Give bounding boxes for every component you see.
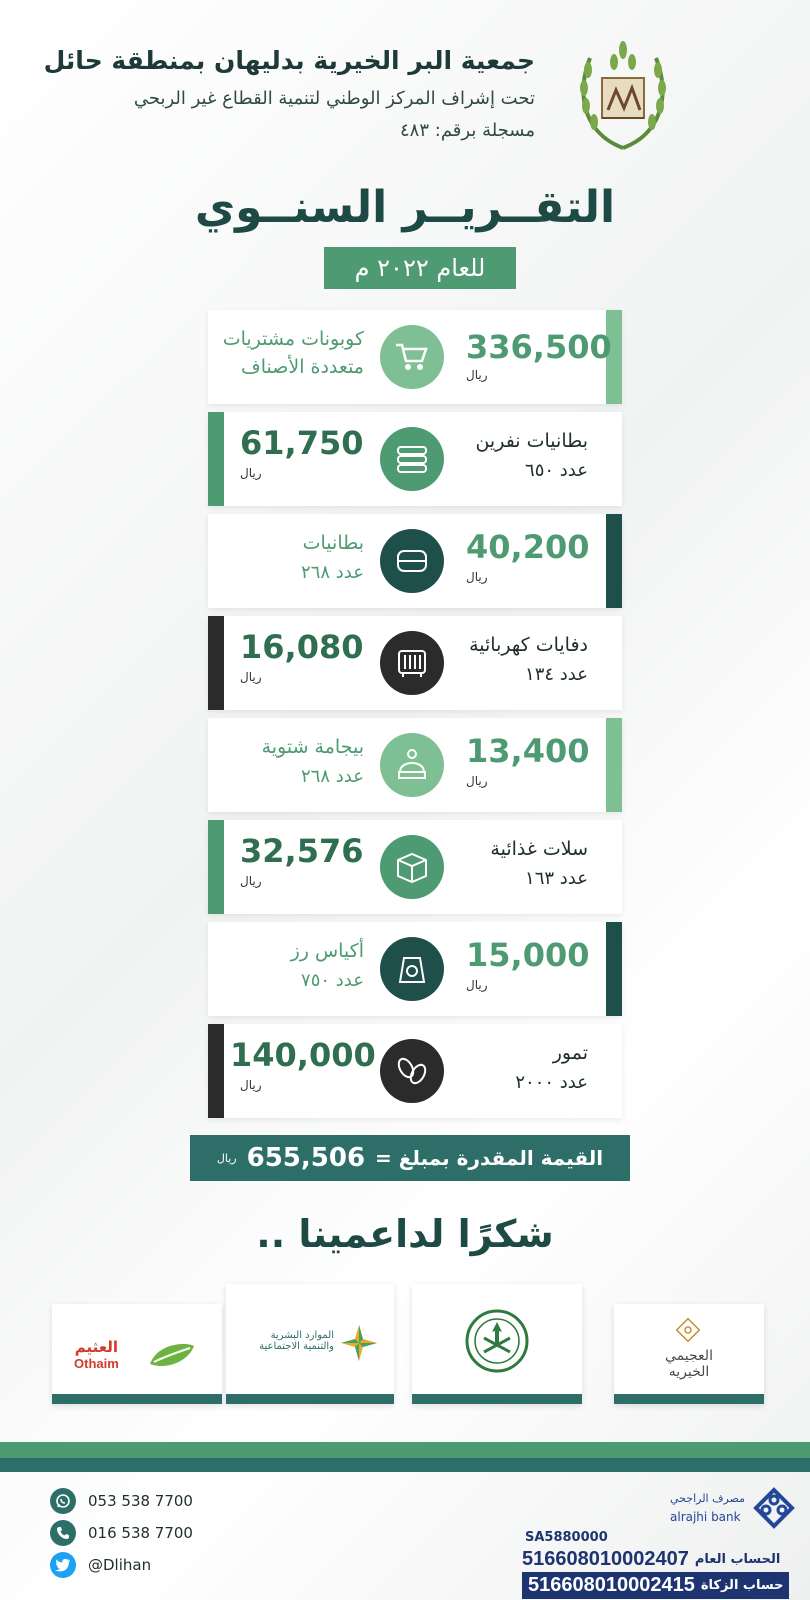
zakat-account-row[interactable] [522,1572,789,1599]
item-amount: 15,000 [466,936,590,974]
sponsor-card-hr-ministry [226,1284,394,1404]
item-amount: 336,500 [466,328,612,366]
item-amount: 140,000 [230,1036,376,1074]
item-card-food-baskets [208,820,622,914]
footer-stripe-green [0,1442,810,1458]
item-currency: ريال [466,570,488,584]
ajaimi-wordmark [634,1348,744,1380]
item-currency: ريال [466,368,488,382]
sponsor-card-othaim [52,1304,222,1404]
registration-number: مسجلة برقم: ٤٨٣ [400,120,535,141]
item-card-winter-pajamas [208,718,622,812]
item-count: عدد ٢٦٨ [301,562,364,583]
twitter-handle: @Dlihan [88,1556,152,1574]
item-card-blankets [208,514,622,608]
total-currency: ريال [216,1151,237,1165]
item-count: عدد ٧٥٠ [301,970,364,991]
item-currency: ريال [466,774,488,788]
phone-icon [50,1520,76,1546]
thanks-heading: شكرًا لداعمينا .. [256,1212,554,1256]
sponsor-name: العجيمي [665,1348,713,1364]
item-label: بيجامة شتوية [261,736,364,758]
item-count: عدد ١٦٣ [525,868,588,889]
sponsor-underline [52,1394,222,1404]
leaf-logo-icon [148,1340,196,1370]
total-label: القيمة المقدرة بمبلغ = [375,1146,604,1170]
general-account-row[interactable] [522,1548,780,1571]
shopping-cart-icon [380,325,444,389]
iban-prefix: SA5880000 [525,1530,608,1545]
organization-logo [568,38,678,158]
item-count: عدد ٢٠٠٠ [515,1072,588,1093]
sponsor-name: الموارد البشرية [270,1330,334,1341]
sponsor-name-line2: والتنمية الاجتماعية [259,1341,334,1352]
general-account-label: الحساب العام [694,1552,781,1567]
item-label-line2: متعددة الأصناف [241,356,364,378]
item-currency: ريال [240,1078,262,1092]
card-accent-bar [606,514,622,608]
blankets-stack-icon [380,427,444,491]
item-label: بطانيات نفرين [475,430,588,452]
item-label: تمور [552,1042,588,1064]
item-amount: 40,200 [466,528,590,566]
organization-name: جمعية البر الخيرية بدليهان بمنطقة حائل [43,46,535,75]
card-accent-bar [208,820,224,914]
item-amount: 61,750 [240,424,364,462]
contact-twitter[interactable] [50,1552,151,1578]
whatsapp-icon [50,1488,76,1514]
total-banner [190,1135,630,1181]
sponsor-underline [412,1394,582,1404]
contact-phone[interactable] [50,1520,193,1546]
saudi-emblem-icon [464,1308,530,1374]
sponsor-underline [226,1394,394,1404]
zakat-account-number: 516608010002415 [528,1574,695,1596]
total-value: 655,506 [246,1143,366,1173]
twitter-icon [50,1552,76,1578]
sponsor-card-ajaimi [614,1304,764,1404]
hr-ministry-text [244,1330,334,1352]
rice-sack-icon [380,937,444,1001]
card-accent-bar [208,1024,224,1118]
item-amount: 32,576 [240,832,364,870]
card-accent-bar [208,616,224,710]
sponsor-name-line2: الخيريه [668,1364,710,1380]
report-title: التقــريــر السنــوي [194,182,616,233]
food-box-icon [380,835,444,899]
sponsor-name-en: Othaim [74,1356,119,1371]
folded-blanket-icon [380,529,444,593]
zakat-account-label: حساب الزكاة [700,1578,784,1593]
othaim-wordmark [74,1338,119,1371]
hr-ministry-star-icon [338,1322,380,1364]
winter-hat-icon [380,733,444,797]
supervision-line: تحت إشراف المركز الوطني لتنمية القطاع غير الربحي [133,88,535,109]
item-label: أكياس رز [290,940,364,962]
footer-stripe-teal [0,1458,810,1472]
item-amount: 16,080 [240,628,364,666]
card-accent-bar [606,922,622,1016]
contact-whatsapp[interactable] [50,1488,193,1514]
item-count: عدد ١٣٤ [525,664,588,685]
report-year-box [324,247,516,289]
report-year: للعام ٢٠٢٢ م [354,254,486,282]
item-card-coupons [208,310,622,404]
sponsor-underline [614,1394,764,1404]
electric-heater-icon [380,631,444,695]
bank-name-en: alrajhi bank [670,1510,741,1524]
item-amount: 13,400 [466,732,590,770]
item-label: كوبونات مشتريات [222,328,364,350]
item-currency: ريال [466,978,488,992]
item-label: دفايات كهربائية [469,634,588,656]
bank-name-ar: مصرف الراجحي [670,1492,746,1505]
sponsor-card-saudi-emblem [412,1284,582,1404]
alrajhi-bank-logo-icon [752,1486,796,1530]
item-card-electric-heaters [208,616,622,710]
item-card-rice-sacks [208,922,622,1016]
item-count: عدد ٦٥٠ [525,460,588,481]
item-currency: ريال [240,670,262,684]
item-count: عدد ٢٦٨ [301,766,364,787]
sponsor-name: العثيم [74,1338,119,1356]
item-label: بطانيات [302,532,364,554]
ajaimi-ornament-icon [676,1318,700,1342]
dates-icon [380,1039,444,1103]
item-card-nafrin-blankets [208,412,622,506]
item-currency: ريال [240,466,262,480]
general-account-number: 516608010002407 [522,1548,689,1570]
card-accent-bar [208,412,224,506]
item-label: سلات غذائية [490,838,588,860]
card-accent-bar [606,718,622,812]
item-card-dates [208,1024,622,1118]
phone-number: 016 538 7700 [88,1524,193,1542]
whatsapp-number: 053 538 7700 [88,1492,193,1510]
item-currency: ريال [240,874,262,888]
